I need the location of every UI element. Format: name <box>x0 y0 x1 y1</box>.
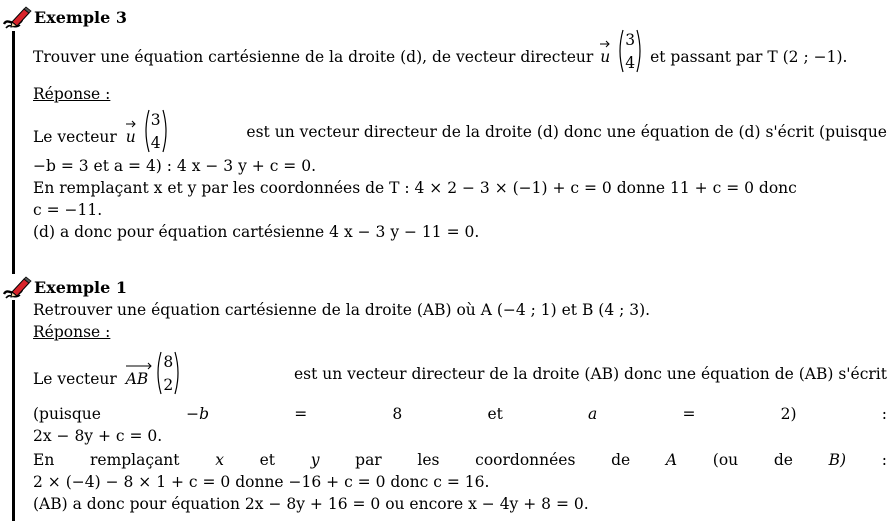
example-1-line-3: 2x − 8y + c = 0. <box>33 427 163 445</box>
example-3-question: Trouver une équation cartésienne de la droite (d), de vecteur directeur u 3 4 et passant par T (2 ; −1). <box>33 30 848 72</box>
example-3-line-2: −b = 3 et a = 4) : 4 x − 3 y + c = 0. <box>33 157 317 175</box>
example-3-line-4: c = −11. <box>33 201 103 219</box>
example-3-reponse-label: Réponse : <box>33 85 111 103</box>
example-1-line-6: (AB) a donc pour équation 2x − 8y + 16 = 0 ou encore x − 4y + 8 = 0. <box>33 495 589 513</box>
vector-component-x: 8 <box>163 352 174 371</box>
example-1-reponse-label: Réponse : <box>33 323 111 341</box>
example-3-block <box>0 4 890 276</box>
vector-component-y: 2 <box>163 375 174 394</box>
example-1-block <box>0 274 890 521</box>
vector-component-x: 3 <box>625 30 636 49</box>
example-3-title: Exemple 3 <box>34 8 127 27</box>
example-1-title: Exemple 1 <box>34 278 127 297</box>
example-1-line-1: Le vecteur AB 8 2 est un vecteur directeur de la droite (AB) donc une équation de (AB) s'écrit <box>33 352 887 394</box>
example-3-line-5: (d) a donc pour équation cartésienne 4 x − 3 y − 11 = 0. <box>33 223 480 241</box>
example-3-line-3: En remplaçant x et y par les coordonnées de T : 4 × 2 − 3 × (−1) + c = 0 donne 11 + c = 0 donc <box>33 179 797 197</box>
example-1-line-2: (puisque −b = 8 et a = 2) : <box>33 405 887 423</box>
vector-component-y: 4 <box>625 53 636 72</box>
example-3-line-1: Le vecteur u 3 4 est un vecteur directeur de la droite (d) donc une équation de (d) s'écrit (puisque <box>33 110 887 152</box>
example-1-question: Retrouver une équation cartésienne de la droite (AB) où A (−4 ; 1) et B (4 ; 3). <box>33 301 651 319</box>
left-rule <box>12 31 15 274</box>
example-1-line-4: En remplaçant x et y par les coordonnées de A (ou de B) : <box>33 451 887 469</box>
example-1-line-5: 2 × (−4) − 8 × 1 + c = 0 donne −16 + c = 0 donc c = 16. <box>33 473 490 491</box>
pencil-icon <box>2 276 32 302</box>
pencil-icon <box>2 6 32 32</box>
left-rule <box>12 300 15 521</box>
